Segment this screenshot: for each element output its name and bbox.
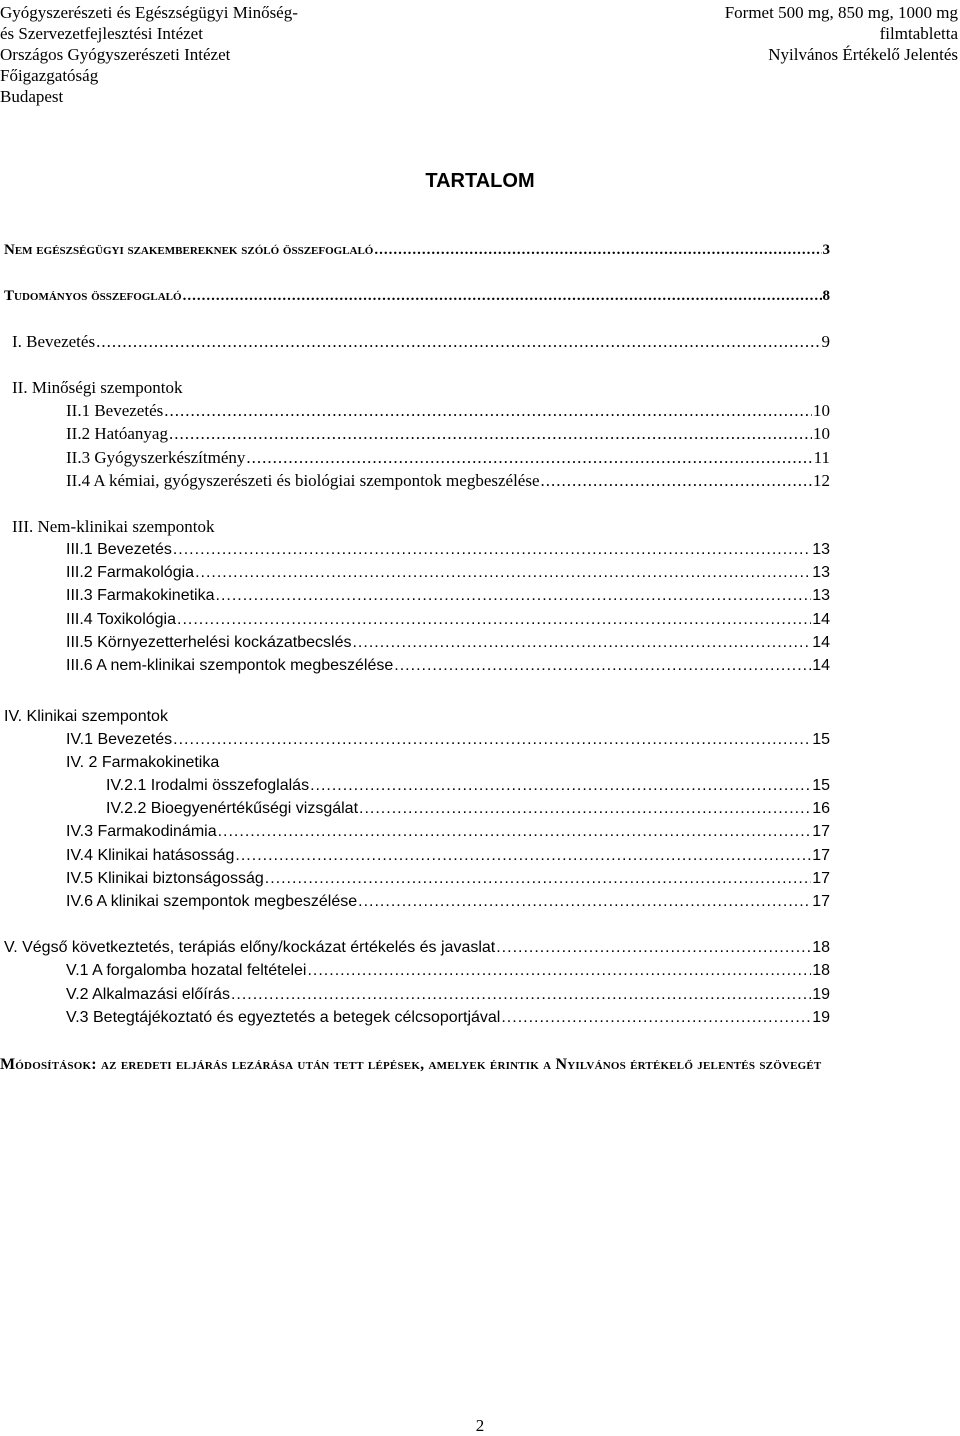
toc-entry-label: II.4 A kémiai, gyógyszerészeti és biológiai szempontok megbeszélése: [66, 471, 540, 490]
toc-entry-page: 3: [822, 242, 830, 258]
toc-entry-page: 14: [812, 611, 830, 628]
toc-entry-label: IV.5 Klinikai biztonságosság: [66, 870, 264, 887]
toc-entry-label: III.3 Farmakokinetika: [66, 587, 215, 604]
toc-entry[interactable]: [4, 937, 830, 959]
toc-entry-page: 14: [812, 657, 830, 674]
toc-entry-label: I. Bevezetés: [12, 332, 96, 351]
toc-entry-page: 15: [812, 731, 830, 748]
header-right-line: Nyilvános Értékelő Jelentés: [768, 45, 958, 64]
header-right: [725, 2, 958, 65]
toc-leader-dots: [374, 239, 821, 261]
toc-entry[interactable]: [66, 400, 830, 422]
toc-entry-page: 17: [812, 823, 830, 840]
toc-entry-page: 10: [813, 401, 830, 420]
toc-entry-page: 12: [813, 471, 830, 490]
toc-section-heading[interactable]: IV. 2 Farmakokinetika: [66, 754, 220, 771]
toc-entry-page: 11: [813, 448, 830, 467]
toc-entry-label: III.5 Környezetterhelési kockázatbecslés: [66, 634, 352, 651]
toc-leader-dots: [173, 539, 811, 561]
toc-entry[interactable]: [66, 447, 830, 469]
toc-entry-page: 13: [812, 587, 830, 604]
header-left-line: Országos Gyógyszerészeti Intézet: [0, 45, 231, 64]
toc-leader-dots: [496, 937, 811, 959]
toc-leader-dots: [235, 845, 811, 867]
toc-leader-dots: [352, 632, 811, 654]
toc-entry-page: 14: [812, 634, 830, 651]
header-left-line: Főigazgatóság: [0, 66, 99, 85]
toc-entry[interactable]: [66, 845, 830, 867]
toc-entry-page: 13: [812, 541, 830, 558]
toc-leader-dots: [183, 285, 822, 307]
toc-entry[interactable]: [66, 609, 830, 631]
toc-leader-dots: [265, 868, 811, 890]
toc-entry[interactable]: [66, 562, 830, 584]
page-number: 2: [475, 1416, 485, 1435]
toc-entry[interactable]: [4, 285, 830, 307]
toc-entry[interactable]: [106, 775, 830, 797]
toc-entry-label: III.2 Farmakológia: [66, 564, 195, 581]
toc-leader-dots: [310, 775, 811, 797]
toc-leader-dots: [501, 1007, 811, 1029]
toc-entry[interactable]: [106, 798, 830, 820]
toc-entry[interactable]: [66, 729, 830, 751]
toc-entry[interactable]: [66, 960, 830, 982]
toc-entry-label: IV.3 Farmakodinámia: [66, 823, 217, 840]
toc-entry-label: V. Végső következtetés, terápiás előny/kockázat értékelés és javaslat: [4, 939, 496, 956]
toc-leader-dots: [218, 821, 812, 843]
toc-entry-page: 8: [822, 288, 830, 304]
toc-leader-dots: [216, 585, 812, 607]
toc-entry[interactable]: [66, 984, 830, 1006]
toc-entry-page: 18: [812, 939, 830, 956]
toc-entry[interactable]: [12, 331, 830, 353]
header-left-line: Gyógyszerészeti és Egészségügyi Minőség-: [0, 3, 298, 22]
toc-entry-label: IV.4 Klinikai hatásosság: [66, 847, 235, 864]
toc-entry-page: 16: [812, 800, 830, 817]
header-left: [0, 2, 298, 107]
toc-entry-page: 15: [812, 777, 830, 794]
toc-entry-page: 10: [813, 424, 830, 443]
toc-entry[interactable]: [66, 655, 830, 677]
toc-entry-label: V.3 Betegtájékoztató és egyeztetés a betegek célcsoportjával: [66, 1009, 501, 1026]
toc-entry-label: IV.6 A klinikai szempontok megbeszélése: [66, 893, 358, 910]
toc-entry[interactable]: [66, 1007, 830, 1029]
toc-entry-label: V.2 Alkalmazási előírás: [66, 986, 230, 1003]
toc-entry-label: III.6 A nem-klinikai szempontok megbeszélése: [66, 657, 394, 674]
toc-leader-dots: [307, 960, 811, 982]
toc-leader-dots: [96, 331, 820, 353]
toc-entry-page: 17: [812, 847, 830, 864]
toc-leader-dots: [164, 400, 812, 422]
toc-section-heading[interactable]: III. Nem-klinikai szempontok: [12, 517, 215, 536]
toc-entry-page: 18: [812, 962, 830, 979]
toc-entry[interactable]: [66, 585, 830, 607]
header-right-line: filmtabletta: [879, 24, 958, 43]
toc-entry-label: II.1 Bevezetés: [66, 401, 164, 420]
toc-entry-label: II.2 Hatóanyag: [66, 424, 168, 443]
toc-entry-page: 13: [812, 564, 830, 581]
header-right-line: Formet 500 mg, 850 mg, 1000 mg: [724, 3, 958, 22]
toc-entry[interactable]: [66, 632, 830, 654]
toc-entry-page: 19: [812, 986, 830, 1003]
toc-entry-label: Nem egészségügyi szakembereknek szóló összefoglaló: [4, 242, 374, 258]
toc-entry[interactable]: [66, 868, 830, 890]
toc-entry-label: IV.1 Bevezetés: [66, 731, 173, 748]
toc-entry-page: 19: [812, 1009, 830, 1026]
toc-entry-label: Tudományos összefoglaló: [4, 288, 182, 304]
toc-entry[interactable]: [66, 891, 830, 913]
toc-leader-dots: [169, 423, 812, 445]
toc-leader-dots: [359, 798, 811, 820]
toc-entry[interactable]: [66, 539, 830, 561]
toc-entry-label: IV.2.2 Bioegyenértékűségi vizsgálat: [106, 800, 359, 817]
toc-leader-dots: [231, 984, 811, 1006]
toc-leader-dots: [541, 470, 812, 492]
toc-entry-label: II.3 Gyógyszerkészítmény: [66, 448, 246, 467]
toc-entry-label: V.1 A forgalomba hozatal feltételei: [66, 962, 307, 979]
toc-entry[interactable]: [66, 423, 830, 445]
header-left-line: Budapest: [0, 87, 64, 106]
toc-entry-label: IV.2.1 Irodalmi összefoglalás: [106, 777, 310, 794]
toc-leader-dots: [394, 655, 811, 677]
toc-leader-dots: [246, 447, 812, 469]
modifications-heading[interactable]: Módosítások: az eredeti eljárás lezárása után tett lépések, amelyek érintik a Nyilvános értékelő jelentés szövegét: [0, 1056, 822, 1073]
toc-entry-page: 17: [812, 870, 830, 887]
toc-entry-page: 17: [812, 893, 830, 910]
toc-entry[interactable]: [4, 239, 830, 261]
toc-title: TARTALOM: [425, 170, 535, 192]
toc-entry-page: 9: [821, 332, 830, 351]
toc-entry[interactable]: [66, 470, 830, 492]
toc-entry[interactable]: [66, 821, 830, 843]
toc-entry-label: III.1 Bevezetés: [66, 541, 172, 558]
toc-leader-dots: [173, 729, 811, 751]
toc-entry-label: III.4 Toxikológia: [66, 611, 176, 628]
toc-leader-dots: [177, 609, 811, 631]
toc-leader-dots: [358, 891, 811, 913]
toc-section-heading[interactable]: II. Minőségi szempontok: [12, 378, 183, 397]
toc-leader-dots: [195, 562, 811, 584]
header-left-line: és Szervezetfejlesztési Intézet: [0, 24, 203, 43]
toc-section-heading[interactable]: IV. Klinikai szempontok: [4, 708, 168, 725]
